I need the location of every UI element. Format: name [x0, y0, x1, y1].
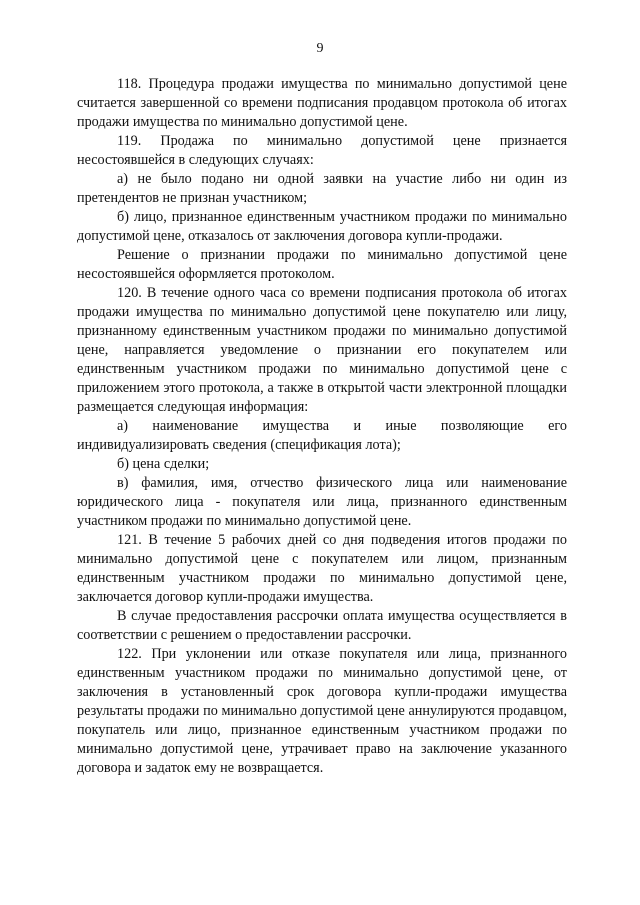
paragraph-121-installment: В случае предоставления рассрочки оплата имущества осуществляется в соответствии с решением о предоставлении рассрочки. [77, 608, 567, 643]
paragraph-120-a: а) наименование имущества и иные позволяющие его индивидуализировать сведения (спецификация лота); [77, 418, 567, 453]
paragraph-120-b: б) цена сделки; [117, 456, 210, 472]
paragraph-121: 121. В течение 5 рабочих дней со дня подведения итогов продажи по минимально допустимой цене с покупателем или лицом, признанным единственным участником продажи по минимально допустимой цене, заключается договор купли-продажи имущества. [77, 532, 567, 605]
paragraph-120: 120. В течение одного часа со времени подписания протокола об итогах продажи имущества по минимально допустимой цене покупателю или лицу, признанному единственным участником продажи по минимально допустимой цене, направляется уведомление о признании его покупателем или единственным участником продажи по минимально допустимой цене с приложением этого протокола, а также в открытой части электронной площадки размещается следующая информация: [77, 285, 567, 415]
page-number: 9 [316, 41, 324, 56]
paragraph-119: 119. Продажа по минимально допустимой цене признается несостоявшейся в следующих случаях: [77, 133, 567, 168]
document-body [77, 75, 567, 778]
paragraph-120-v: в) фамилия, имя, отчество физического лица или наименование юридического лица - покупателя или лица, признанного единственным участником продажи по минимально допустимой цене. [77, 475, 567, 529]
paragraph-118: 118. Процедура продажи имущества по минимально допустимой цене считается завершенной со времени подписания продавцом протокола об итогах продажи имущества по минимально допустимой цене. [77, 76, 567, 130]
paragraph-119-decision: Решение о признании продажи по минимально допустимой цене несостоявшейся оформляется протоколом. [77, 247, 567, 282]
paragraph-122: 122. При уклонении или отказе покупателя или лица, признанного единственным участником продажи по минимально допустимой цене, от заключения в установленный срок договора купли-продажи имущества результаты продажи по минимально допустимой цене аннулируются продавцом, покупатель или лицо, признанное единственным участником продажи по минимально допустимой цене, утрачивает право на заключение указанного договора и задаток ему не возвращается. [77, 646, 567, 776]
paragraph-119-a: а) не было подано ни одной заявки на участие либо ни один из претендентов не признан участником; [77, 171, 567, 206]
paragraph-119-b: б) лицо, признанное единственным участником продажи по минимально допустимой цене, отказалось от заключения договора купли-продажи. [77, 209, 567, 244]
